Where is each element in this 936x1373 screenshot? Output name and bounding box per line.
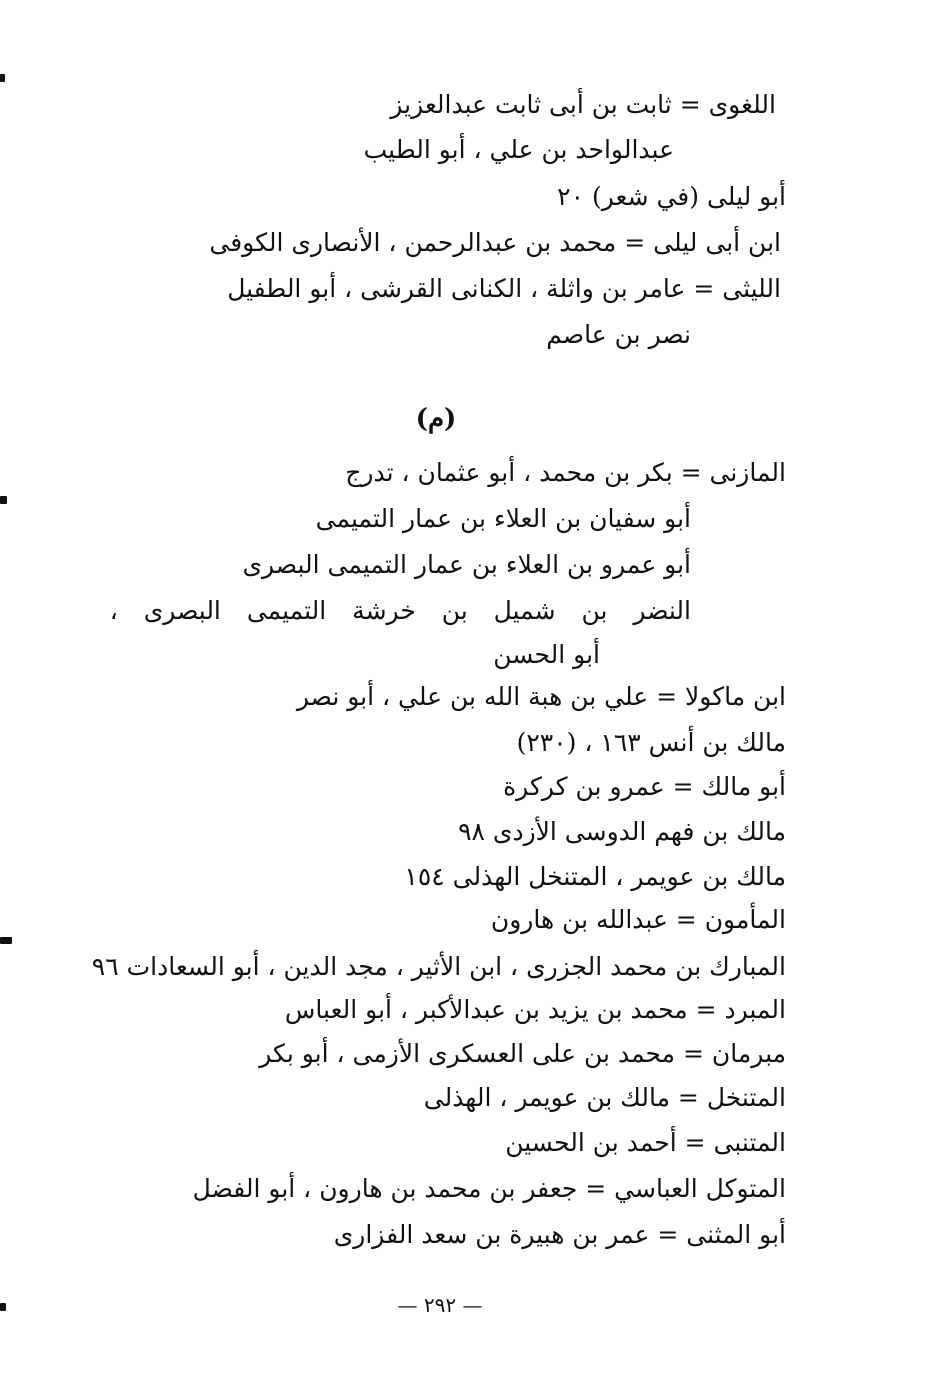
entry-line: المأمون = عبدالله بن هارون bbox=[490, 905, 786, 934]
entry-line: المتنبى = أحمد بن الحسين bbox=[505, 1128, 786, 1157]
entry-line: مالك بن فهم الدوسى الأزدى ٩٨ bbox=[458, 817, 786, 846]
entry-line: المازنى = بكر بن محمد ، أبو عثمان ، تدرج bbox=[345, 458, 786, 487]
entry-line: المبرد = محمد بن يزيد بن عبدالأكبر ، أبو العباس bbox=[284, 995, 786, 1024]
entry-line: النضر بن شميل بن خرشة التميمى البصرى ، bbox=[109, 596, 691, 625]
entry-line: ابن ماكولا = علي بن هبة الله بن علي ، أبو نصر bbox=[296, 682, 786, 711]
entry-line: أبو مالك = عمرو بن كركرة bbox=[503, 772, 786, 801]
entry-line: المبارك بن محمد الجزرى ، ابن الأثير ، مجد الدين ، أبو السعادات ٩٦ bbox=[91, 952, 786, 981]
scan-mark bbox=[0, 74, 5, 82]
entry-line: ابن أبى ليلى = محمد بن عبدالرحمن ، الأنصارى الكوفى bbox=[209, 228, 781, 257]
page-number: — ٢٩٢ — bbox=[397, 1293, 483, 1317]
entry-line: أبو المثنى = عمر بن هبيرة بن سعد الفزارى bbox=[333, 1220, 786, 1249]
entry-line: عبدالواحد بن علي ، أبو الطيب bbox=[363, 135, 674, 164]
entry-line: مالك بن أنس ١٦٣ ، (٢٣٠) bbox=[516, 728, 786, 757]
entry-line: أبو عمرو بن العلاء بن عمار التميمى البصرى bbox=[242, 550, 691, 579]
entry-line: الليثى = عامر بن واثلة ، الكنانى القرشى ، أبو الطفيل bbox=[227, 274, 781, 303]
section-heading: (م) bbox=[415, 404, 457, 434]
entry-line: نصر بن عاصم bbox=[546, 320, 691, 349]
scan-mark bbox=[0, 937, 12, 944]
entry-line: المتوكل العباسي = جعفر بن محمد بن هارون ، أبو الفضل bbox=[192, 1174, 786, 1203]
entry-line: اللغوى = ثابت بن أبى ثابت عبدالعزيز bbox=[390, 90, 776, 119]
entry-line: مالك بن عويمر ، المتنخل الهذلى ١٥٤ bbox=[404, 862, 786, 891]
scan-mark bbox=[0, 1303, 6, 1311]
entry-line: أبو الحسن bbox=[493, 640, 600, 669]
entry-line: مبرمان = محمد بن على العسكرى الأزمى ، أبو بكر bbox=[259, 1039, 786, 1068]
entry-line: أبو سفيان بن العلاء بن عمار التميمى bbox=[315, 504, 691, 533]
scan-mark bbox=[0, 496, 7, 504]
entry-line: أبو ليلى (في شعر) ٢٠ bbox=[557, 182, 786, 211]
entry-line: المتنخل = مالك بن عويمر ، الهذلى bbox=[423, 1083, 786, 1112]
